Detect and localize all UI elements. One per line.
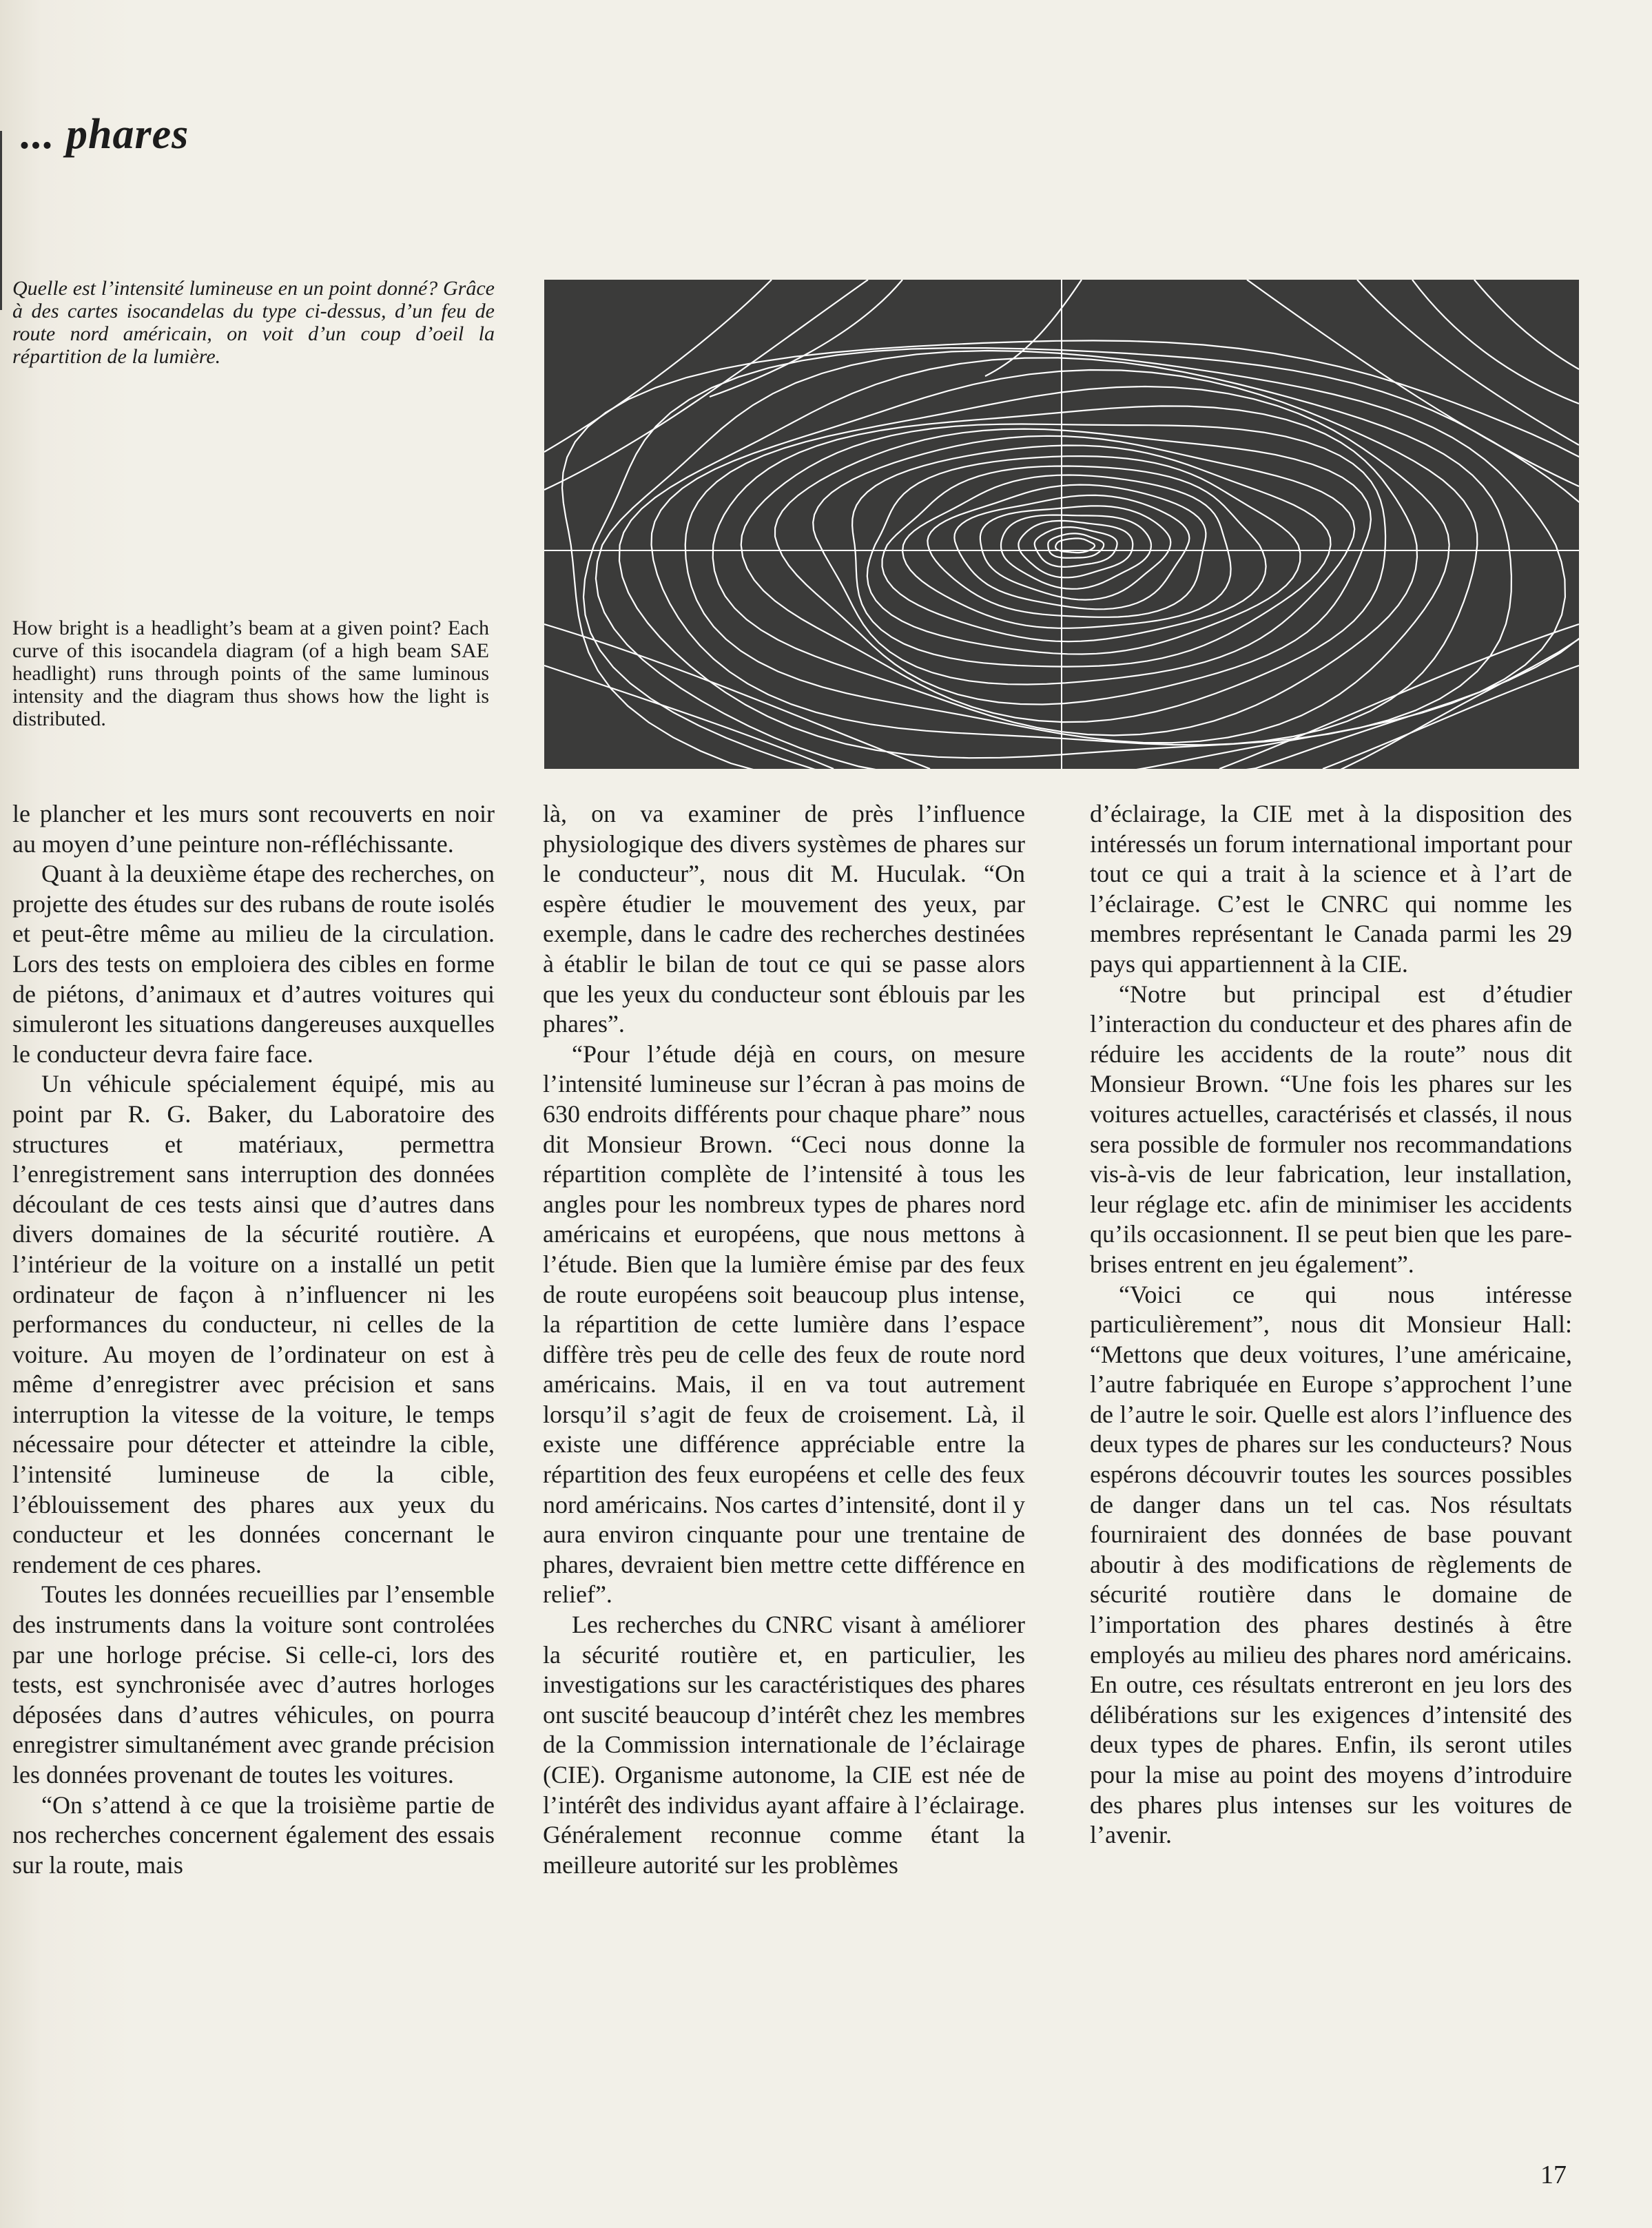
isocandela-contour bbox=[882, 466, 1266, 642]
paragraph: “Pour l’étude déjà en cours, on mesure l’intensité lumineuse sur l’écran à pas moins de 630 endroits différents pour chaque phare” nous dit Monsieur Brown. “Ceci nous donne la répartition complète de l’intensité à tous les angles pour les nombreux types de phares nord américains et européens, que nous mettons à l’étude. Bien que la lumière émise par des feux de route européens soit beaucoup plus intense, la répartition de cette lumière dans l’espace diffère très peu de celle des feux de route nord américains. Mais, il en va tout autrement lorsqu’il s’agit de feux de croisement. Là, il existe une différence appréciable entre la répartition des feux européens et celle des feux nord américains. Nos cartes d’intensité, dont il y aura environ cinquante pour une trentaine de phares, devraient bien mettre cette différence en relief”. bbox=[543, 1040, 1025, 1609]
isocandela-diagram bbox=[544, 280, 1579, 769]
isocandela-diagram-svg bbox=[544, 280, 1579, 769]
paragraph: Toutes les données recueillies par l’ensemble des instruments dans la voiture sont controlées par une horloge précise. Si celle-ci, lors des tests, est synchronisée avec d’autres horloges déposées dans d’autres véhicules, on pourra enregistrer simultanément avec grande précision les données provenant de toutes les voitures. bbox=[12, 1580, 495, 1788]
isocandela-contour bbox=[1247, 280, 1579, 486]
paragraph: “Notre but principal est d’étudier l’interaction du conducteur et des phares afin de réduire les accidents de la route” nous dit Monsieur Brown. “Une fois les phares sur les voitures actuelles, caractérisés et classés, il nous sera possible de formuler nos recommandations vis-à-vis de leur fabrication, leur installation, leur réglage etc. afin de minimiser les accidents qu’ils occasionnent. Il se peut bien que les pare-brises entrent en jeu également”. bbox=[1090, 980, 1572, 1278]
paragraph: “On s’attend à ce que la troisième partie de nos recherches concernent également des essais sur la route, mais bbox=[12, 1791, 495, 1879]
isocandela-contour bbox=[813, 436, 1354, 685]
isocandela-contour bbox=[544, 666, 834, 769]
isocandela-contour bbox=[1357, 280, 1579, 445]
text-column-2 bbox=[543, 799, 1025, 1880]
paragraph: “Voici ce qui nous intéresse particulièrement”, nous dit Monsieur Hall: “Mettons que deux voitures, l’une américaine, l’autre fabriquée en Europe s’approchent l’une de l’autre le soir. Quelle est alors l’influence des deux types de phares sur les conducteurs? Nous espérons découvrir toutes les sources possibles de danger dans un tel cas. Nos résultats fourniraient des données de base pouvant aboutir à des modifications de règlements de sécurité routière dans le domaine de l’importation des phares destinés à être employés au milieu des phares nord américains. En outre, ces résultats entreront en jeu lors des délibérations sur les exigences d’intensité des deux types de phares. Enfin, ils seront utiles pour la mise au point des moyens d’introduire des phares plus intenses sur les voitures de l’avenir. bbox=[1090, 1280, 1572, 1849]
figure-caption-french: Quelle est l’intensité lumineuse en un point donné? Grâce à des cartes isocandelas du type ci-dessus, d’un feu de route nord américain, on voit d’un coup d’oeil la répartition de la lumière. bbox=[12, 277, 495, 368]
page-number: 17 bbox=[1540, 2160, 1567, 2189]
paragraph: d’éclairage, la CIE met à la disposition des intéressés un forum international important pour tout ce qui a trait à la science et à l’art de l’éclairage. C’est le CNRC qui nomme les membres représentant le Canada parmi les 29 pays qui appartiennent à la CIE. bbox=[1090, 800, 1572, 978]
paragraph: Quant à la deuxième étape des recherches, on projette des études sur des rubans de route isolés et peut-être même au milieu de la circulation. Lors des tests on emploiera des cibles en forme de piétons, d’animaux et d’autres voitures qui simuleront les situations dangereuses auxquelles le conducteur devra faire face. bbox=[12, 860, 495, 1068]
paragraph: là, on va examiner de près l’influence physiologique des divers systèmes de phares sur le conducteur”, nous dit M. Huculak. “On espère étudier le mouvement des yeux, par exemple, dans le cadre des recherches destinées à établir le bilan de tout ce qui se passe alors que les yeux du conducteur sont éblouis par les phares”. bbox=[543, 800, 1025, 1038]
isocandela-contour bbox=[544, 280, 868, 490]
paragraph: Les recherches du CNRC visant à améliorer la sécurité routière et, en particulier, les investigations sur les caractéristiques des phares ont suscité beaucoup d’intérêt chez les membres de la Commission internationale de l’éclairage (CIE). Organisme autonome, la CIE est née de l’intérêt des individus ayant affaire à l’éclairage. Généralement reconnue comme étant la meilleure autorité sur les problèmes bbox=[543, 1611, 1025, 1879]
isocandela-contour bbox=[1323, 666, 1579, 769]
isocandela-contour bbox=[1412, 280, 1579, 404]
margin-rule bbox=[0, 131, 2, 310]
isocandela-contour bbox=[741, 424, 1385, 723]
isocandela-contour bbox=[596, 351, 1565, 769]
paragraph: le plancher et les murs sont recouverts en noir au moyen d’une peinture non-réfléchissante. bbox=[12, 800, 495, 858]
text-column-1 bbox=[12, 799, 495, 1880]
figure-caption-english: How bright is a headlight’s beam at a given point? Each curve of this isocandela diagram (of a high beam SAE headlight) runs through points of the same luminous intensity and the diagram thus shows how the light is distributed. bbox=[12, 617, 489, 730]
page-title: ... phares bbox=[21, 111, 189, 158]
isocandela-contour bbox=[985, 280, 1082, 376]
text-column-3 bbox=[1090, 799, 1572, 1850]
paragraph: Un véhicule spécialement équipé, mis au point par R. G. Baker, du Laboratoire des structures et matériaux, permettra l’enregistrement sans interruption des données découlant de ces tests ainsi que d’autres dans divers domaines de la sécurité routière. A l’intérieur de la voiture on a installé un petit ordinateur de façon à n’influencer ni les performances du conducteur, ni celles de la voiture. Au moyen de l’ordinateur on est à même d’enregistrer avec précision et sans interruption la vitesse de la voiture, le temps nécessaire pour détecter et atteindre la cible, l’intensité lumineuse de la cible, l’éblouissement des phares aux yeux du conducteur et les données concernant le rendement de ces phares. bbox=[12, 1070, 495, 1578]
